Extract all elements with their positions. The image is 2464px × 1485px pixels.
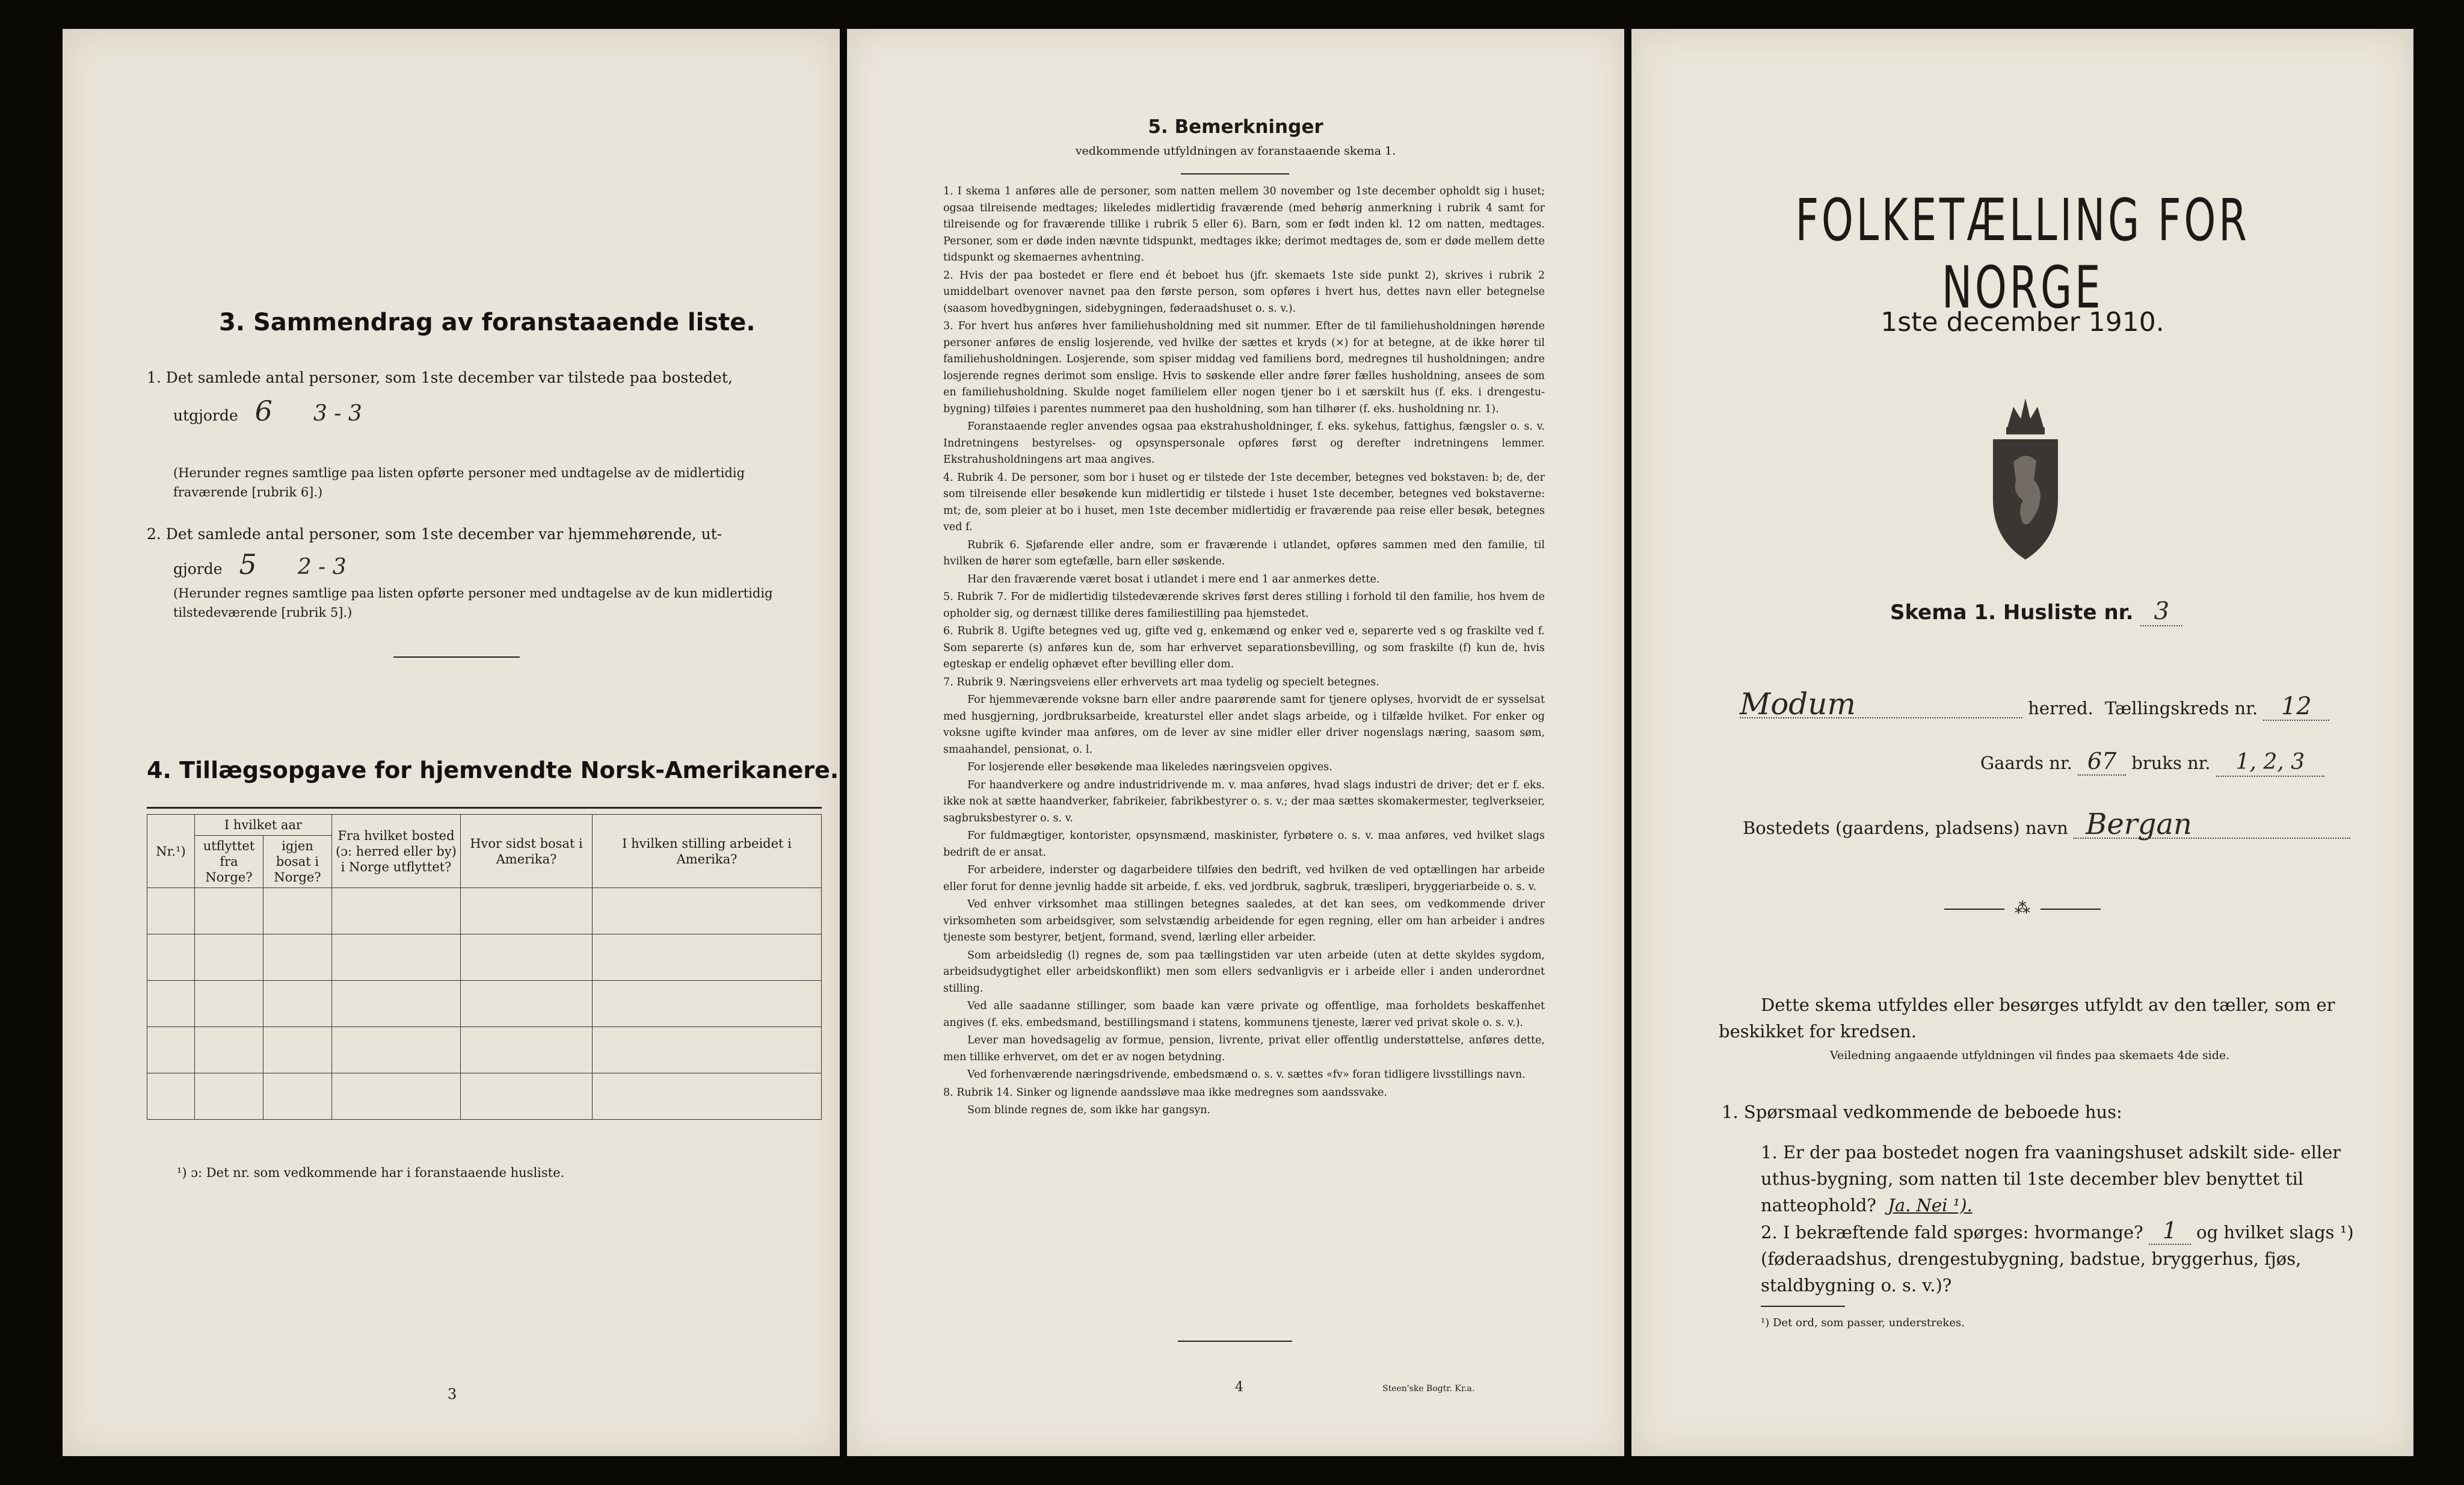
bemerkning-paragraph: 3. For hvert hus anføres hver familiehusholdning med sit nummer. Efter de til familiehusholdningen hørende personer anføres de enslig losjerende, ved hvilke der sættes et kryds (×) for at betegne, at de ikke hører til familiehusholdningen. Losjerende, som spiser middag ved familiens bord, medregnes til husholdningen; andre losjerende regnes derimot som enslige. Hvis to søskende eller andre fører fælles husholdning, ansees de som en familiehusholdning. Skulde noget familielem eller nogen tjener bo i et særskilt hus (f. eks. i drengestu-bygning) tilføies i parentes nummeret paa den husholdning, som han tilhører (f. eks. husholdning nr. 1). bbox=[943, 320, 1545, 415]
q2-prefix: 2. I bekræftende fald spørges: hvormange? bbox=[1761, 1222, 2143, 1243]
item1-note: (Herunder regnes samtlige paa listen opførte personer med undtagelse av de midlertidig fraværende [rubrik 6].) bbox=[173, 466, 745, 499]
section3-title: 3. Sammendrag av foranstaaende liste. bbox=[219, 309, 756, 336]
bemerkning-paragraph: Foranstaaende regler anvendes ogsaa paa ekstrahusholdninger, f. eks. sykehus, fattighus, fængsler o. s. v. Indretningens bestyrelses- og opsynspersonale opføres først og derefter indretningens lemmer. Ekstrahusholdningens art maa angives. bbox=[943, 421, 1545, 466]
herred-label: herred. bbox=[2028, 698, 2093, 718]
item2-answer-row bbox=[173, 548, 775, 581]
item2-text: 2. Det samlede antal personer, som 1ste december var hjemmehørende, ut- bbox=[147, 525, 722, 543]
husliste-nr: 3 bbox=[2140, 597, 2182, 626]
ornament-icon: ⁂ bbox=[2004, 900, 2040, 918]
kreds-nr: 12 bbox=[2263, 693, 2329, 721]
section4-rule bbox=[147, 807, 822, 809]
gaards-label: Gaards nr. bbox=[1980, 753, 2072, 773]
item2-prefix: gjorde bbox=[173, 560, 223, 578]
printer-mark: Steen'ske Bogtr. Kr.a. bbox=[1382, 1384, 1475, 1394]
item1-prefix: utgjorde bbox=[173, 407, 238, 424]
question-1 bbox=[1761, 1139, 2374, 1218]
th-bosted: Fra hvilket bosted (ɔ: herred eller by) i Norge utflyttet? bbox=[332, 815, 461, 888]
norsk-amerikanere-table bbox=[147, 814, 822, 1120]
title-rule bbox=[1181, 173, 1289, 174]
bemerkning-paragraph: 4. Rubrik 4. De personer, som bor i huset og er tilstede der 1ste december, betegnes ved bokstaven: b; de, der som tilreisende eller besøkende kun midlertidig er tilstede i huset 1ste december, betegnes ved bokstaverne: mt; de, som pleier at bo i huset, men 1ste december midlertidig er fraværende paa reise eller besøk, betegnes ved f. bbox=[943, 471, 1545, 533]
table-row bbox=[147, 1073, 822, 1120]
bosted-name: Bergan bbox=[2074, 811, 2350, 839]
herred-row bbox=[1740, 687, 2371, 721]
bosted-row bbox=[1743, 807, 2398, 841]
bemerkninger-subtitle: vedkommende utfyldningen av foranstaaende skema 1. bbox=[1075, 144, 1396, 158]
left-page bbox=[63, 29, 840, 1456]
bemerkning-paragraph: For losjerende eller besøkende maa likeledes næringsveien opgives. bbox=[967, 761, 1332, 773]
bemerkning-paragraph: Ved forhenværende næringsdrivende, embedsmænd o. s. v. sættes «fv» foran tidligere livsstillings navn. bbox=[967, 1069, 1526, 1081]
norway-coat-of-arms-icon bbox=[1989, 390, 2062, 564]
kreds-label: Tællingskreds nr. bbox=[2104, 698, 2258, 718]
th-igjen: igjen bosat i Norge? bbox=[263, 836, 332, 888]
bottom-rule bbox=[1178, 1341, 1292, 1342]
table-footnote: ¹) ɔ: Det nr. som vedkommende har i foranstaaende husliste. bbox=[177, 1165, 565, 1180]
bemerkning-paragraph: Rubrik 6. Sjøfarende eller andre, som er fraværende i utlandet, opføres sammen med den familie, til hvilken de hører som egtefælle, barn eller søskende. bbox=[943, 539, 1545, 567]
bosted-label: Bostedets (gaardens, pladsens) navn bbox=[1743, 818, 2068, 838]
section4-title: 4. Tillægsopgave for hjemvendte Norsk-Amerikanere. bbox=[147, 757, 839, 783]
middle-page bbox=[847, 29, 1624, 1456]
bemerkning-paragraph: 7. Rubrik 9. Næringsveiens eller erhvervets art maa tydelig og specielt betegnes. bbox=[943, 676, 1379, 688]
item2-handwritten: 5 bbox=[239, 548, 257, 581]
item1-text: 1. Det samlede antal personer, som 1ste december var tilstede paa bostedet, bbox=[147, 369, 733, 386]
item2-note: (Herunder regnes samtlige paa listen opførte personer med undtagelse av de kun midlertidig tilstedeværende [rubrik 5].) bbox=[173, 586, 773, 620]
q2-rest: og hvilket slags ¹) (føderaadshus, drengestubygning, badstue, bryggerhus, fjøs, staldbygning o. s. v.)? bbox=[1761, 1222, 2354, 1295]
skema-label: Skema 1. Husliste nr. bbox=[1890, 600, 2134, 625]
right-page bbox=[1631, 29, 2413, 1456]
skema-row bbox=[1890, 597, 2182, 626]
table-row bbox=[147, 934, 822, 981]
bemerkning-paragraph: 6. Rubrik 8. Ugifte betegnes ved ug, gifte ved g, enkemænd og enker ved e, separerte ved s og fraskilte ved f. Som separerte (s) anføres kun de, som har erhvervet separationsbevilling, og som fraskilte (f) kun de, hvis egteskap er endelig ophævet efter bevilling eller dom. bbox=[943, 625, 1545, 670]
bemerkning-paragraph: For haandverkere og andre industridrivende m. v. maa anføres, hvad slags industri de driver; det er f. eks. ikke nok at sætte haandverker, fabrikeier, fabrikbestyrer o. s. v.; der maa sættes skomakermester, teglverkseier, sagbruksbestyrer o. s. v. bbox=[943, 779, 1545, 824]
bemerkning-paragraph: 2. Hvis der paa bostedet er flere end ét beboet hus (jfr. skemaets 1ste side punkt 2), skrives i rubrik 2 umiddelbart ovenover navnet paa den første person, som opføres i hvert hus, dettes navn eller betegnelse (saasom hovedbygningen, sidebygningen, føderaadshuset o. s. v.). bbox=[943, 269, 1545, 315]
page-number-left: 3 bbox=[448, 1386, 457, 1403]
question-2 bbox=[1761, 1217, 2374, 1298]
question-header: 1. Spørsmaal vedkommende de beboede hus: bbox=[1722, 1102, 2122, 1122]
folketelling-title: FOLKETÆLLING FOR NORGE bbox=[1795, 187, 2250, 321]
question-header-row bbox=[1722, 1099, 2371, 1125]
bemerkning-paragraph: Har den fraværende været bosat i utlandet i mere end 1 aar anmerkes dette. bbox=[967, 573, 1380, 585]
item1-handwritten-extra: 3 - 3 bbox=[313, 401, 362, 426]
page-number-mid: 4 bbox=[1235, 1380, 1243, 1395]
item1-handwritten: 6 bbox=[254, 395, 273, 427]
census-date: 1ste december 1910. bbox=[1880, 307, 2164, 338]
bemerkning-paragraph: Lever man hovedsagelig av formue, pension, livrente, privat eller offentlig understøttelse, anføres dette, men tillike erhvervet, om det er av nogen betydning. bbox=[943, 1034, 1545, 1063]
divider bbox=[393, 656, 520, 658]
right-footnote: ¹) Det ord, som passer, understrekes. bbox=[1761, 1317, 1965, 1329]
gaards-row bbox=[1980, 748, 2401, 777]
intro-text: Dette skema utfyldes eller besørges utfyldt av den tæller, som er beskikket for kredsen. bbox=[1719, 995, 2335, 1042]
veiledning-text: Veiledning angaaende utfyldningen vil findes paa skemaets 4de side. bbox=[1830, 1049, 2230, 1062]
bemerkning-paragraph: 8. Rubrik 14. Sinker og lignende aandssløve maa ikke medregnes som aandssvake. bbox=[943, 1086, 1387, 1099]
bemerkning-paragraph: Ved enhver virksomhet maa stillingen betegnes saaledes, at det kan sees, om vedkommende driver virksomheten som arbeidsgiver, som selvstændig arbeidende for egen regning, eller om han arbeider i andres tjeneste som bestyrer, betjent, formand, svend, lærling eller arbeider. bbox=[943, 898, 1545, 943]
bemerkning-paragraph: For fuldmægtiger, kontorister, opsynsmænd, maskinister, fyrbøtere o. s. v. maa anføres, ved hvilket slags bedrift de er ansat. bbox=[943, 830, 1545, 859]
table-row bbox=[147, 888, 822, 934]
th-nr: Nr.¹) bbox=[147, 815, 195, 888]
item1-answer-row bbox=[173, 395, 775, 428]
th-stilling: I hvilken stilling arbeidet i Amerika? bbox=[593, 815, 822, 888]
bemerkning-paragraph: For hjemmeværende voksne barn eller andre paarørende samt for tjenere oplyses, hvorvidt de er sysselsat med husgjerning, jordbruksarbeide, kreaturstel eller andet slags arbeide, og i tilfælde hvilket. For enker og voksne ugifte kvinder maa anføres, om de lever av sine midler eller driver nogenslags næring, saasom søm, smaahandel, pensionat, o. l. bbox=[943, 694, 1545, 756]
q1-answer: Ja. Nei ¹). bbox=[1888, 1195, 1973, 1215]
th-utflyttet: utflyttet fra Norge? bbox=[195, 836, 263, 888]
item2-handwritten-extra: 2 - 3 bbox=[297, 555, 346, 579]
gaards-nr: 67 bbox=[2078, 748, 2126, 776]
th-sidst: Hvor sidst bosat i Amerika? bbox=[461, 815, 593, 888]
table-row bbox=[147, 1027, 822, 1073]
table-row bbox=[147, 981, 822, 1027]
bemerkning-paragraph: Ved alle saadanne stillinger, som baade kan være private og offentlige, maa forholdets beskaffenhet angives (f. eks. embedsmand, bestillingsmand i statens, kommunens tjeneste, lærer ved privat skole o. s. v.). bbox=[943, 1000, 1545, 1029]
herred-name: Modum bbox=[1740, 691, 2022, 718]
bemerkning-paragraph: Som arbeidsledig (l) regnes de, som paa tællingstiden var uten arbeide (uten at dette skyldes sygdom, arbeidsudygtighet eller arbeidskonflikt) men som ellers sedvanligvis er i arbeide eller i anden underordnet stilling. bbox=[943, 949, 1545, 995]
q2-count: 1 bbox=[2149, 1217, 2191, 1245]
bruks-label: bruks nr. bbox=[2131, 753, 2211, 773]
bruks-nr: 1, 2, 3 bbox=[2216, 749, 2324, 777]
q1-text: 1. Er der paa bostedet nogen fra vaaningshuset adskilt side- eller uthus-bygning, som natten til 1ste december blev benyttet til natteophold? bbox=[1761, 1142, 2341, 1215]
bemerkning-paragraph: 1. I skema 1 anføres alle de personer, som natten mellem 30 november og 1ste december opholdt sig i huset; ogsaa tilreisende medtages; likeledes midlertidig fraværende (med behørig anmerkning i rubrik 4 samt for tilreisende og for fraværende tillike i rubrik 5 eller 6). Barn, som er født inden kl. 12 om natten, medtages. Personer, som er døde inden nævnte tidspunkt, medtages ikke; derimot medtages de, som er døde mellem dette tidspunkt og skemaernes avhentning. bbox=[943, 185, 1545, 264]
bemerkninger-title: 5. Bemerkninger bbox=[1148, 116, 1323, 138]
bemerkning-paragraph: For arbeidere, inderster og dagarbeidere tilføies den bedrift, ved hvilken de ved optællingen har arbeide eller forut for denne jevnlig hadde sit arbeide, f. eks. ved jordbruk, sagbruk, træsliperi, bryggeriarbeide o. s. v. bbox=[943, 864, 1545, 893]
footnote-rule bbox=[1761, 1306, 1845, 1307]
bemerkning-paragraph: 5. Rubrik 7. For de midlertidig tilstedeværende skrives først deres stilling i forhold til den familie, hos hvem de opholder sig, og dernæst tillike deres familiestilling paa hjemstedet. bbox=[943, 591, 1545, 620]
th-aar-group: I hvilket aar bbox=[195, 815, 332, 836]
bemerkninger-body bbox=[943, 182, 1545, 1119]
bemerkning-paragraph: Som blinde regnes de, som ikke har gangsyn. bbox=[967, 1104, 1211, 1116]
